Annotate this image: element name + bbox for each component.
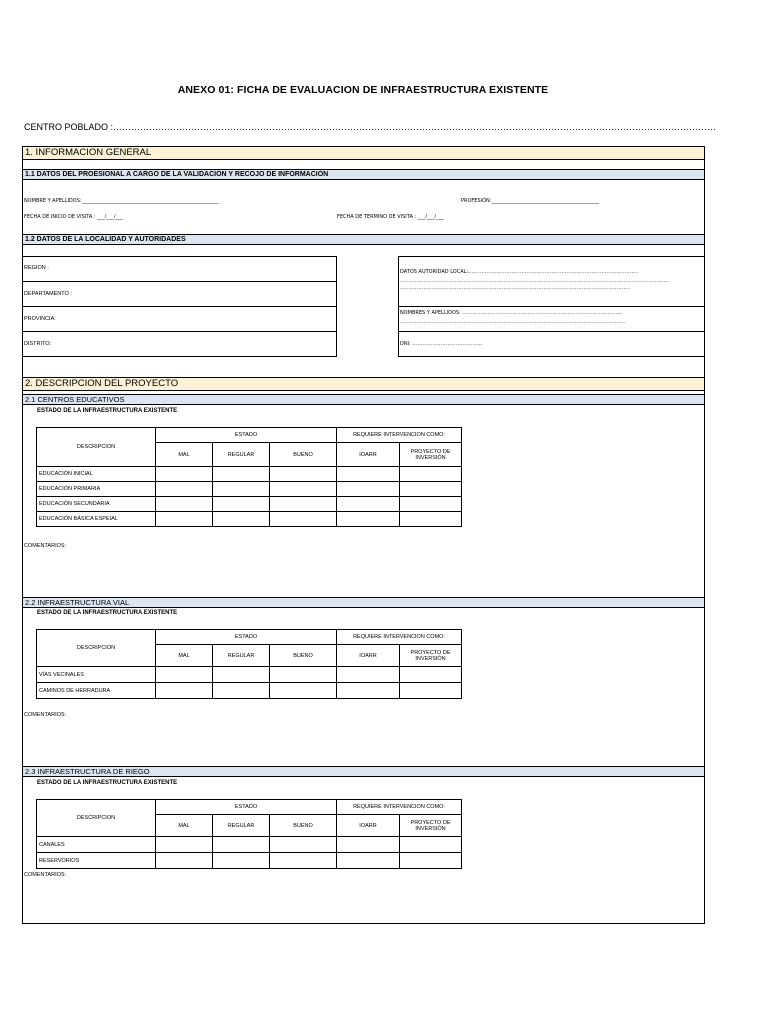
document-title: ANEXO 01: FICHA DE EVALUACION DE INFRAESTRUCTURA EXISTENTE	[177, 84, 549, 96]
ioarr-cell[interactable]	[337, 837, 400, 853]
autoridad-local-field[interactable]: DATOS AUTORIDAD LOCAL:…………………………………………………………………………………………	[400, 269, 639, 275]
table-row	[37, 497, 462, 512]
bueno-cell[interactable]	[270, 853, 337, 869]
bueno-header: BUENO	[270, 815, 337, 837]
mal-cell[interactable]	[156, 482, 213, 497]
nombre-field[interactable]: NOMBRE Y APELLIDOS:_______________________________________________________	[24, 198, 220, 204]
mal-header: MAL	[156, 443, 213, 467]
proyecto-cell[interactable]	[400, 837, 462, 853]
section-1-1-heading: 1.1 DATOS DEL PROESIONAL A CARGO DE LA VALIDACION Y RECOJO DE INFORMACIÓN	[22, 169, 705, 180]
proyecto-header: PROYECTO DE INVERSIÓN	[400, 815, 462, 837]
section-1-heading: 1. INFORMACION GENERAL	[22, 146, 705, 160]
mal-cell[interactable]	[156, 667, 213, 683]
ioarr-cell[interactable]	[337, 683, 400, 699]
row-label: CAMINOS DE HERRADURA	[37, 683, 156, 699]
evaluation-table	[36, 427, 462, 527]
requiere-header: REQUIERE INTERVENCION COMO:	[337, 428, 462, 443]
ioarr-cell[interactable]	[337, 853, 400, 869]
mal-cell[interactable]	[156, 512, 213, 527]
divider	[22, 306, 337, 307]
bueno-cell[interactable]	[270, 667, 337, 683]
section-2-heading: 2. DESCRIPCION DEL PROYECTO	[22, 377, 705, 391]
mal-cell[interactable]	[156, 467, 213, 482]
row-label: EDUCACIÓN BÁSICA ESPEIAL	[37, 512, 156, 527]
proyecto-header: PROYECTO DE INVERSIÓN	[400, 645, 462, 667]
nombres-autoridad-field[interactable]: NOMBRES Y APELLIDOS: ……………………………………………………………………………………	[400, 310, 623, 316]
row-label: CANALES	[37, 837, 156, 853]
ioarr-header: IOARR	[337, 443, 400, 467]
comentarios-field[interactable]: COMENTARIOS:	[24, 712, 67, 718]
regular-header: REGULAR	[213, 645, 270, 667]
table-row	[37, 837, 462, 853]
bueno-cell[interactable]	[270, 683, 337, 699]
divider	[398, 331, 705, 332]
regular-header: REGULAR	[213, 815, 270, 837]
distrito-field[interactable]: DISTRITO:	[24, 341, 52, 347]
divider	[22, 281, 337, 282]
estado-header: ESTADO	[156, 800, 337, 815]
divider	[22, 331, 337, 332]
row-label: EDUCACIÓN PRIMARIA	[37, 482, 156, 497]
regular-cell[interactable]	[213, 837, 270, 853]
table-row	[37, 467, 462, 482]
autoridad-local-line[interactable]: ………………………………………………………………………………………………………………………………………………	[400, 278, 670, 284]
bueno-cell[interactable]	[270, 837, 337, 853]
bueno-cell[interactable]	[270, 482, 337, 497]
descripcion-header: DESCRIPCION	[37, 428, 156, 467]
regular-cell[interactable]	[213, 853, 270, 869]
mal-header: MAL	[156, 815, 213, 837]
table-row	[37, 853, 462, 869]
ioarr-cell[interactable]	[337, 482, 400, 497]
comentarios-field[interactable]: COMENTARIOS:	[24, 543, 67, 549]
evaluation-table	[36, 629, 462, 699]
departamento-field[interactable]: DEPARTAMENTO :	[24, 291, 72, 297]
bueno-header: BUENO	[270, 645, 337, 667]
nombres-autoridad-line[interactable]: ………………………………………………………………………………………………………………………	[400, 319, 625, 325]
table-row	[37, 683, 462, 699]
mal-cell[interactable]	[156, 837, 213, 853]
section-2-2-heading: 2.2 INFRAESTRUCTURA VIAL	[22, 597, 705, 608]
estado-header: ESTADO	[156, 630, 337, 645]
comentarios-field[interactable]: COMENTARIOS:	[24, 872, 67, 878]
regular-cell[interactable]	[213, 497, 270, 512]
regular-cell[interactable]	[213, 667, 270, 683]
ioarr-header: IOARR	[337, 815, 400, 837]
table-subtitle: ESTADO DE LA INFRAESTRUCTURA EXISTENTE	[37, 780, 178, 786]
section-1-2-heading: 1.2 DATOS DE LA LOCALIDAD Y AUTORIDADES	[22, 234, 705, 245]
requiere-header: REQUIERE INTERVENCION COMO:	[337, 800, 462, 815]
mal-cell[interactable]	[156, 683, 213, 699]
region-field[interactable]: REGION :	[24, 265, 49, 271]
bueno-cell[interactable]	[270, 497, 337, 512]
proyecto-cell[interactable]	[400, 667, 462, 683]
mal-cell[interactable]	[156, 497, 213, 512]
requiere-header: REQUIERE INTERVENCION COMO:	[337, 630, 462, 645]
bueno-cell[interactable]	[270, 512, 337, 527]
section-2-3-heading: 2.3 INFRAESTRUCTURA DE RIEGO	[22, 766, 705, 777]
fecha-termino-field[interactable]: FECHA DE TERMINO DE VISITA : ___/___/___	[337, 214, 444, 220]
proyecto-cell[interactable]	[400, 482, 462, 497]
section-2-1-heading: 2.1 CENTROS EDUCATIVOS	[22, 394, 705, 405]
centro-poblado-field[interactable]: CENTRO POBLADO :…………………………………………………………………………………………………………………………………………………………………………………	[24, 122, 717, 132]
estado-header: ESTADO	[156, 428, 337, 443]
regular-cell[interactable]	[213, 467, 270, 482]
proyecto-cell[interactable]	[400, 512, 462, 527]
regular-header: REGULAR	[213, 443, 270, 467]
mal-cell[interactable]	[156, 853, 213, 869]
row-label: VÍAS VECINALES	[37, 667, 156, 683]
regular-cell[interactable]	[213, 683, 270, 699]
regular-cell[interactable]	[213, 482, 270, 497]
row-label: EDUCACIÓN SECUNDARIA	[37, 497, 156, 512]
ioarr-cell[interactable]	[337, 667, 400, 683]
mal-header: MAL	[156, 645, 213, 667]
descripcion-header: DESCRIPCION	[37, 630, 156, 667]
proyecto-cell[interactable]	[400, 853, 462, 869]
table-subtitle: ESTADO DE LA INFRAESTRUCTURA EXISTENTE	[37, 408, 178, 414]
bueno-cell[interactable]	[270, 467, 337, 482]
regular-cell[interactable]	[213, 512, 270, 527]
divider	[398, 306, 705, 307]
ioarr-cell[interactable]	[337, 497, 400, 512]
table-row	[37, 667, 462, 683]
ioarr-cell[interactable]	[337, 512, 400, 527]
row-label: EDUCACIÓN INICIAL	[37, 467, 156, 482]
provincia-field[interactable]: PROVINCIA:	[24, 316, 56, 322]
descripcion-header: DESCRIPCION	[37, 800, 156, 837]
fecha-inicio-field[interactable]: FECHA DE INICIO DE VISITA : ___/___/___	[24, 214, 124, 220]
proyecto-cell[interactable]	[400, 497, 462, 512]
ioarr-header: IOARR	[337, 645, 400, 667]
proyecto-cell[interactable]	[400, 467, 462, 482]
dni-field[interactable]: DNI: ……………………………………	[400, 341, 483, 347]
profesion-field[interactable]: PROFESIÓN:___________________________________________	[461, 198, 599, 204]
table-row	[37, 512, 462, 527]
proyecto-cell[interactable]	[400, 683, 462, 699]
ioarr-cell[interactable]	[337, 467, 400, 482]
bueno-header: BUENO	[270, 443, 337, 467]
evaluation-table	[36, 799, 462, 869]
proyecto-header: PROYECTO DE INVERSIÓN	[400, 443, 462, 467]
autoridad-local-line[interactable]: …………………………………………………………………………………………………………………………	[400, 285, 630, 291]
table-subtitle: ESTADO DE LA INFRAESTRUCTURA EXISTENTE	[37, 610, 178, 616]
table-row	[37, 482, 462, 497]
row-label: RESERVORIOS	[37, 853, 156, 869]
